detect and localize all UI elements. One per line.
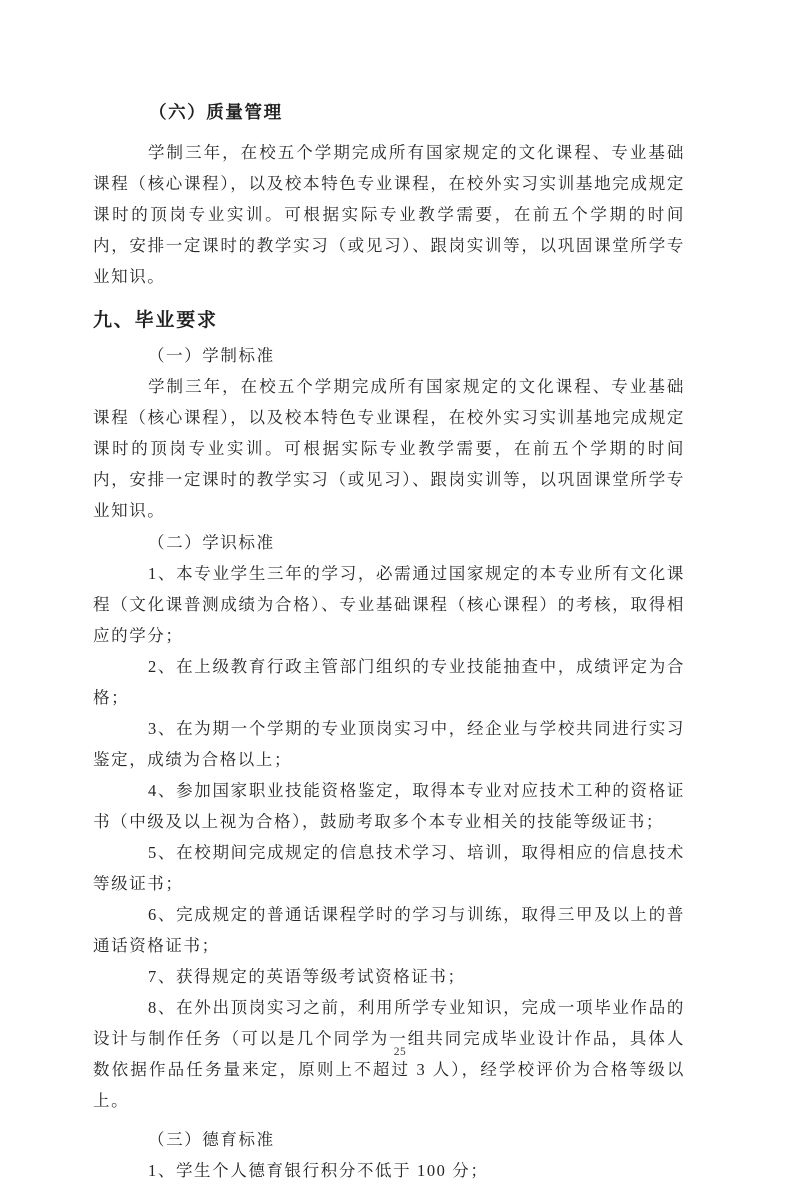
knowledge-item-1: 1、本专业学生三年的学习，必需通过国家规定的本专业所有文化课程（文化课普测成绩为合格）、专业基础课程（核心课程）的考核，取得相应的学分； (93, 564, 685, 645)
page-content (93, 0, 685, 1186)
subheading-knowledge-standard: （二）学识标准 (148, 533, 275, 552)
section-heading-quality-management: （六）质量管理 (149, 102, 283, 122)
knowledge-item-2: 2、在上级教育行政主管部门组织的专业技能抽查中，成绩评定为合格； (93, 657, 685, 707)
subheading-moral-standard: （三）德育标准 (148, 1130, 275, 1149)
subheading-schooling-standard: （一）学制标准 (148, 346, 275, 365)
knowledge-item-3: 3、在为期一个学期的专业顶岗实习中，经企业与学校共同进行实习鉴定，成绩为合格以上； (93, 719, 685, 769)
chapter-heading-graduation-requirements: 九、毕业要求 (93, 310, 218, 331)
knowledge-item-5: 5、在校期间完成规定的信息技术学习、培训，取得相应的信息技术等级证书； (93, 843, 685, 893)
knowledge-item-6: 6、完成规定的普通话课程学时的学习与训练，取得三甲及以上的普通话资格证书； (93, 905, 685, 955)
quality-management-paragraph: 学制三年，在校五个学期完成所有国家规定的文化课程、专业基础课程（核心课程），以及校本特色专业课程，在校外实习实训基地完成规定课时的顶岗专业实训。可根据实际专业教学需要，在前五个学期的时间内，安排一定课时的教学实习（或见习）、跟岗实训等，以巩固课堂所学专业知识。 (93, 143, 685, 286)
schooling-standard-paragraph: 学制三年，在校五个学期完成所有国家规定的文化课程、专业基础课程（核心课程），以及校本特色专业课程，在校外实习实训基地完成规定课时的顶岗专业实训。可根据实际专业教学需要，在前五个学期的时间内，安排一定课时的教学实习（或见习）、跟岗实训等，以巩固课堂所学专业知识。 (93, 377, 685, 520)
knowledge-item-7: 7、获得规定的英语等级考试资格证书； (148, 967, 466, 986)
knowledge-item-8: 8、在外出顶岗实习之前，利用所学专业知识，完成一项毕业作品的设计与制作任务（可以是几个同学为一组共同完成毕业设计作品，具体人数依据作品任务量来定，原则上不超过 3 人），经学校评价为合格等级以上。 (93, 998, 685, 1110)
page-number: 25 (393, 1046, 407, 1058)
knowledge-item-4: 4、参加国家职业技能资格鉴定，取得本专业对应技术工种的资格证书（中级及以上视为合格），鼓励考取多个本专业相关的技能等级证书； (93, 781, 685, 831)
moral-item-1: 1、学生个人德育银行积分不低于 100 分； (148, 1161, 489, 1180)
